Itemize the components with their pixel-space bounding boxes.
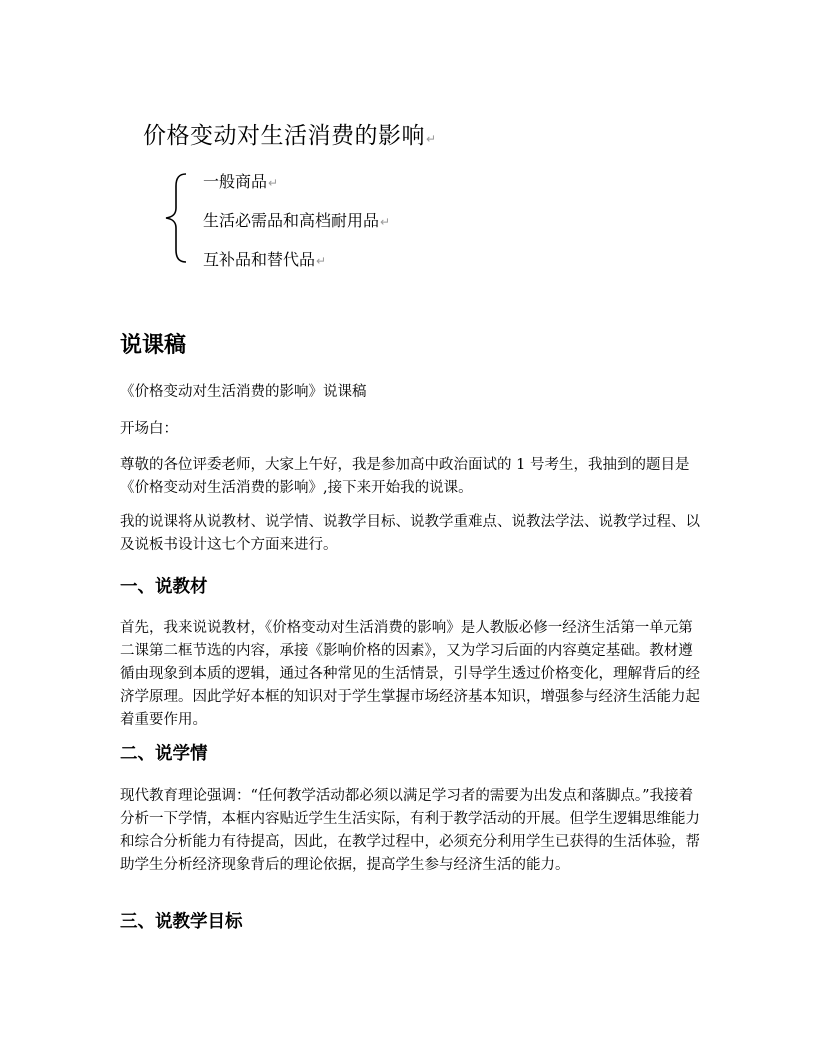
branch-label: 一般商品 — [203, 172, 268, 191]
branch-complements-substitutes — [203, 247, 326, 270]
opening-label: 开场白： — [120, 421, 178, 437]
branch-label: 互补品和替代品 — [203, 250, 316, 269]
section-body-learners: 现代教育理论强调：“任何教学活动都必须以满足学习者的需要为出发点和落脚点。”我接着分析一下学情，本框内容贴近学生生活实际，有利于教学活动的开展。但学生逻辑思维能力和综合分析能力有待提高，因此，在教学过程中，必须充分利用学生已获得的生活体验，帮助学生分析经济现象背后的理论依据，提高学生参与经济生活的能力。 — [120, 788, 700, 873]
section-heading-learners: 二、说学情 — [120, 744, 208, 764]
paragraph-mark: ↵ — [380, 215, 391, 229]
branch-general-goods — [203, 169, 278, 192]
document-title: 说课稿 — [120, 333, 187, 358]
diagram-title-text: 价格变动对生活消费的影响 — [143, 123, 425, 149]
document-subtitle: 《价格变动对生活消费的影响》说课稿 — [120, 384, 367, 400]
outline-paragraph: 我的说课将从说教材、说学情、说教学目标、说教学重难点、说教法学法、说教学过程、以及说板书设计这七个方面来进行。 — [120, 514, 700, 553]
branch-necessities-durables — [203, 208, 390, 231]
section-heading-objectives: 三、说教学目标 — [120, 912, 243, 932]
curly-brace-icon — [160, 172, 200, 264]
diagram-title — [143, 117, 437, 150]
section-body-textbook: 首先，我来说说教材，《价格变动对生活消费的影响》是人教版必修一经济生活第一单元第二课第二框节选的内容，承接《影响价格的因素》，又为学习后面的内容奠定基础。教材遵循由现象到本质的逻辑，通过各种常见的生活情景，引导学生透过价格变化，理解背后的经济学原理。因此学好本框的知识对于学生掌握市场经济基本知识，增强参与经济生活能力起着重要作用。 — [120, 620, 700, 728]
branch-label: 生活必需品和高档耐用品 — [203, 211, 380, 230]
paragraph-mark: ↵ — [426, 132, 437, 146]
intro-paragraph: 尊敬的各位评委老师，大家上午好，我是参加高中政治面试的 1 号考生，我抽到的题目是《价格变动对生活消费的影响》,接下来开始我的说课。 — [120, 457, 690, 496]
paragraph-mark: ↵ — [268, 176, 279, 190]
paragraph-mark: ↵ — [316, 254, 327, 268]
section-heading-textbook: 一、说教材 — [120, 577, 208, 597]
